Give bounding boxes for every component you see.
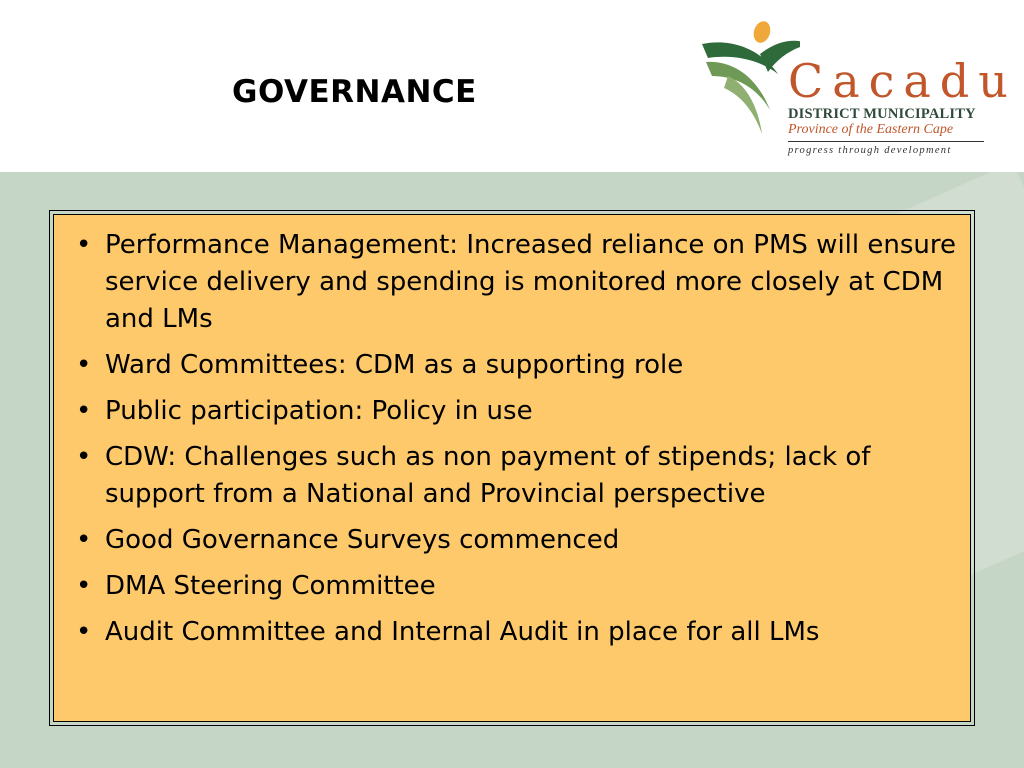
bullet-text: CDW: Challenges such as non payment of stipends; lack of support from a National and Provincial perspective xyxy=(105,442,871,509)
bullet-marker: • xyxy=(76,396,92,426)
content-box xyxy=(49,210,975,726)
bullet-text: Ward Committees: CDM as a supporting role xyxy=(105,350,684,380)
logo-emblem-icon xyxy=(700,14,800,164)
slide-title: GOVERNANCE xyxy=(232,74,477,110)
bullet-item xyxy=(62,227,960,338)
bullet-item xyxy=(62,614,960,651)
slide-header xyxy=(0,0,1024,172)
logo-divider xyxy=(788,141,984,142)
bullet-text: Public participation: Policy in use xyxy=(105,396,533,426)
bullet-item xyxy=(62,522,960,559)
bullet-marker: • xyxy=(76,350,92,380)
bullet-item xyxy=(62,347,960,384)
bullet-marker: • xyxy=(76,571,92,601)
bullet-text: DMA Steering Committee xyxy=(105,571,436,601)
bullet-marker: • xyxy=(76,617,92,647)
bullet-text: Performance Management: Increased reliance on PMS will ensure service delivery and spending is monitored more closely at CDM and LMs xyxy=(105,230,956,334)
bullet-marker: • xyxy=(76,525,92,555)
bullet-marker: • xyxy=(76,230,92,260)
logo-brand-name: Cacadu xyxy=(788,54,1017,108)
bullet-text: Audit Committee and Internal Audit in place for all LMs xyxy=(105,617,820,647)
bullet-item xyxy=(62,568,960,605)
bullet-marker: • xyxy=(76,442,92,472)
content-box-inner xyxy=(53,214,971,722)
bullet-item xyxy=(62,393,960,430)
cacadu-logo xyxy=(700,14,1017,164)
logo-subtitle: DISTRICT MUNICIPALITY xyxy=(788,106,976,122)
bullet-list xyxy=(62,227,960,660)
logo-tagline: progress through development xyxy=(788,145,952,156)
bullet-item xyxy=(62,439,960,513)
logo-province: Province of the Eastern Cape xyxy=(788,122,954,137)
bullet-text: Good Governance Surveys commenced xyxy=(105,525,620,555)
